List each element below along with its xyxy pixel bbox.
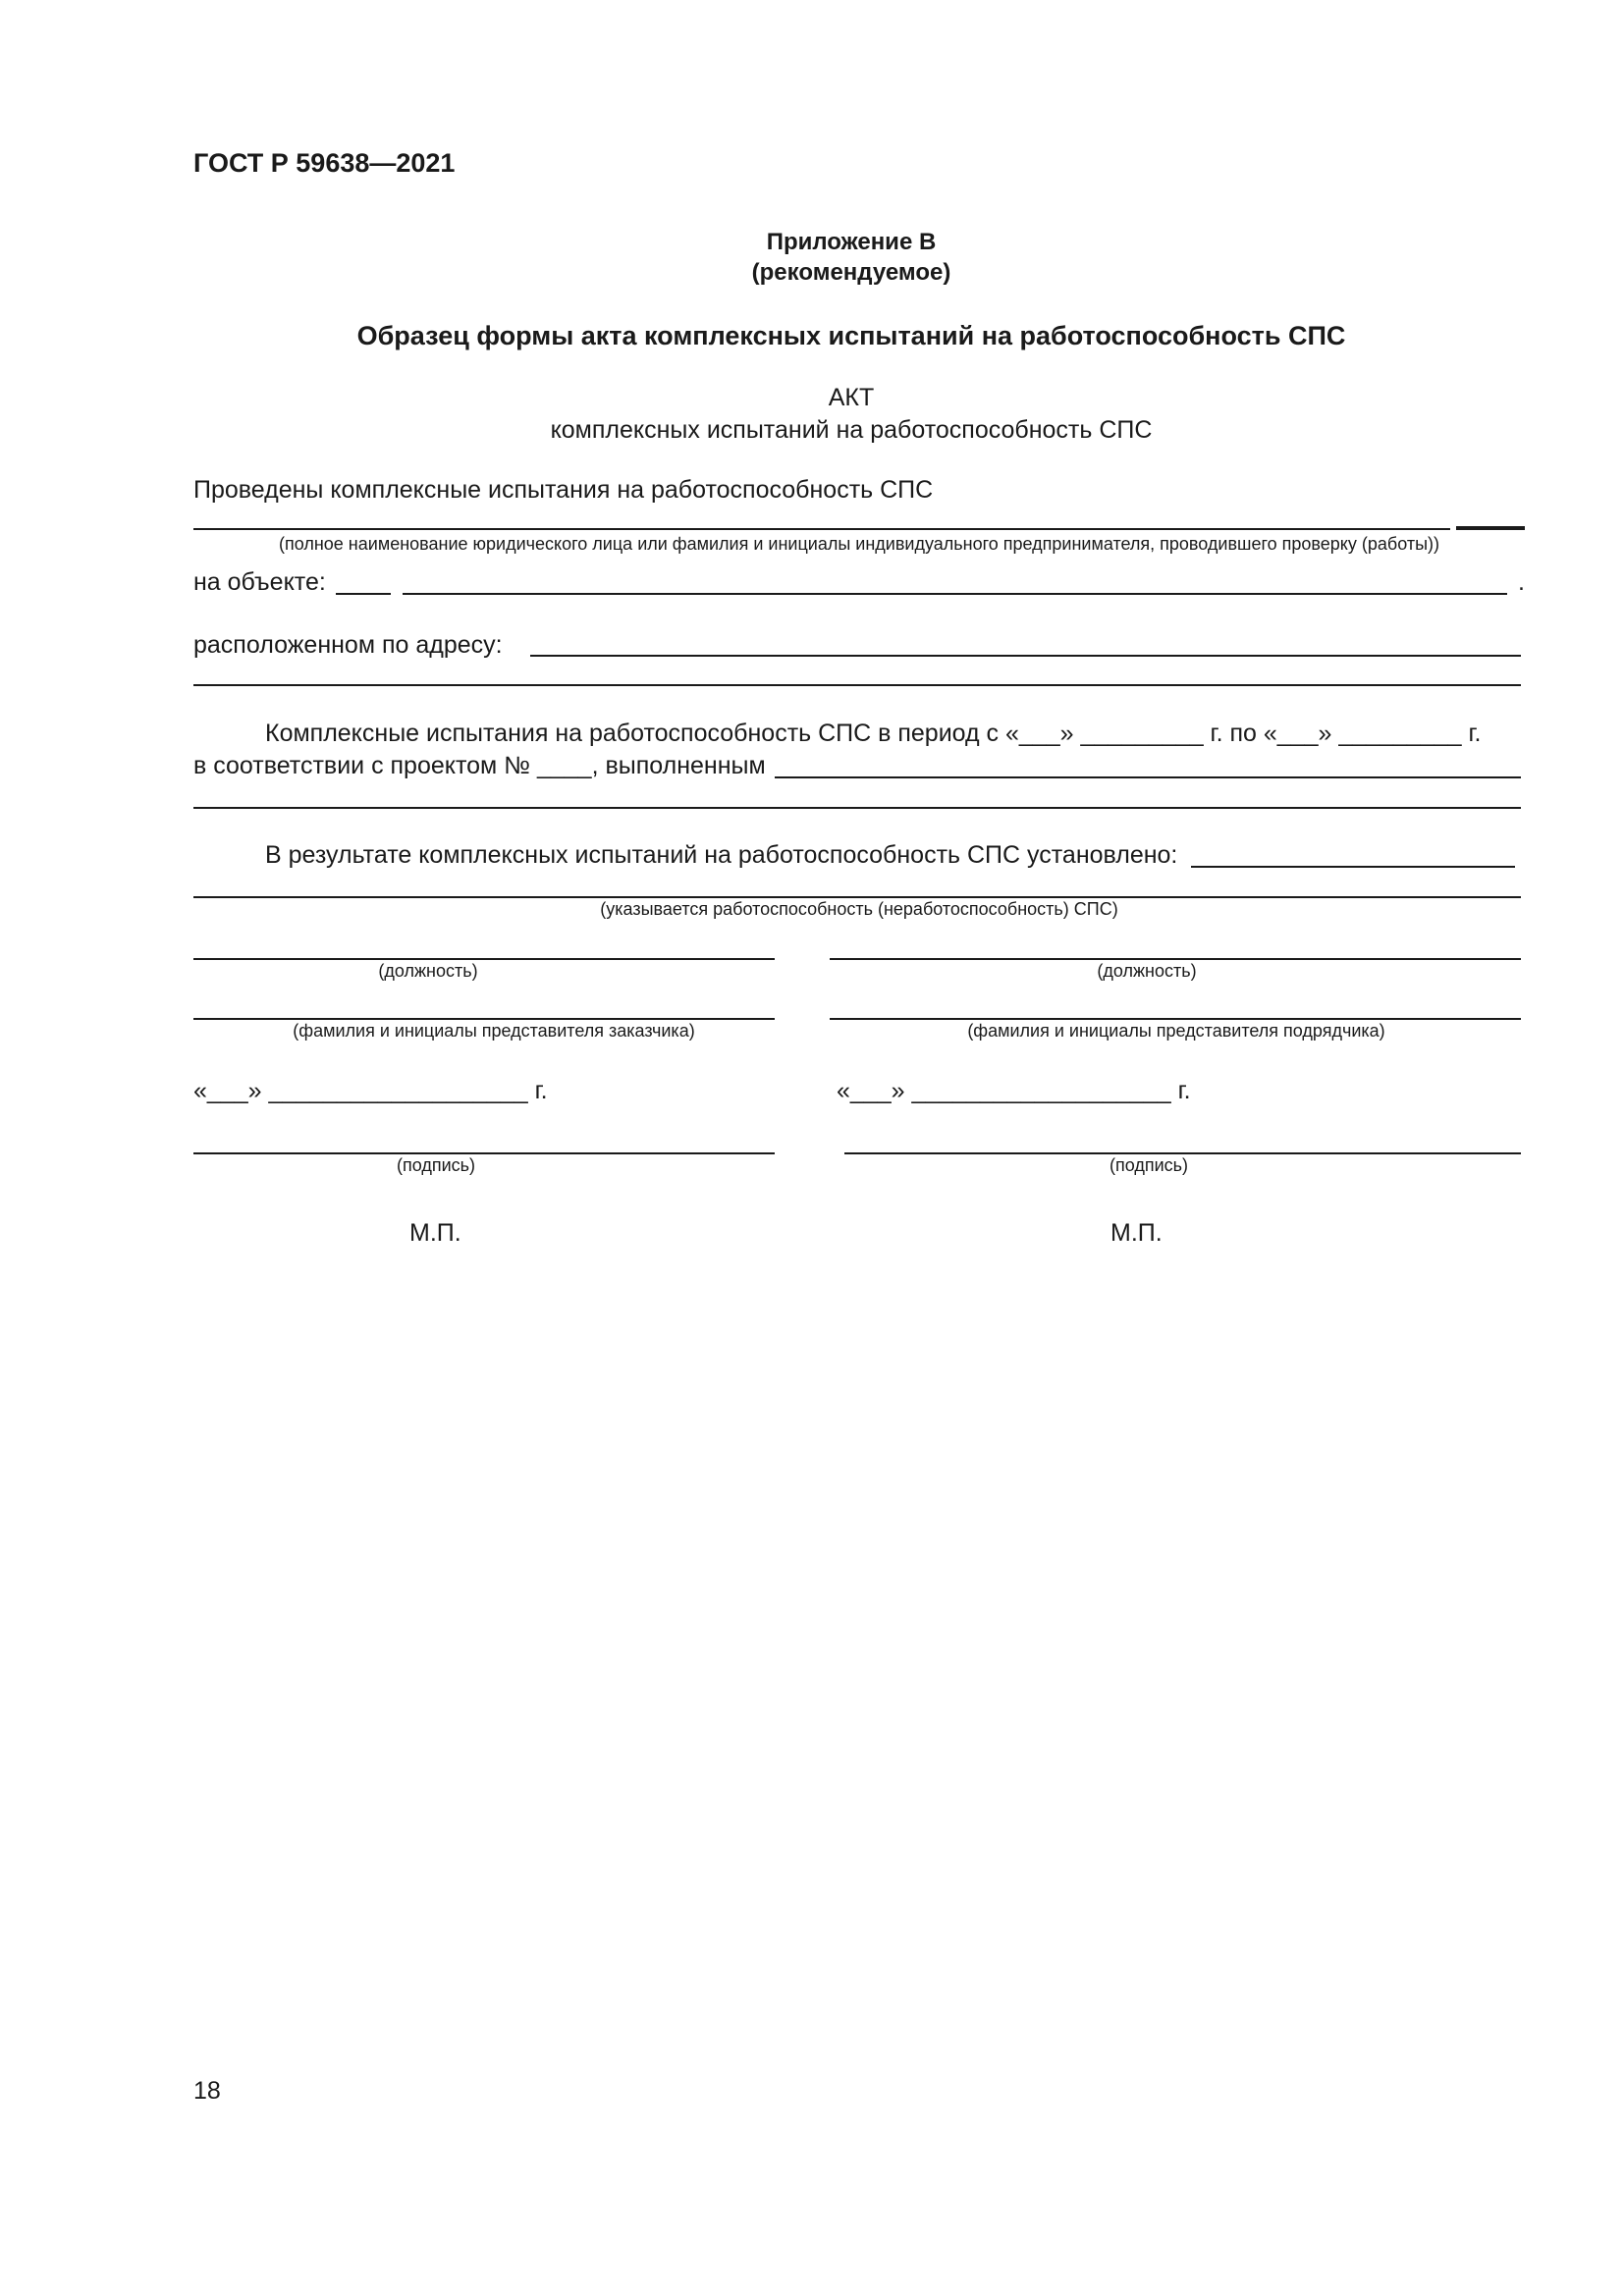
project-text: в соответствии с проектом № ____, выполненным bbox=[193, 752, 766, 779]
right-signature-line bbox=[844, 1152, 1521, 1154]
result-text: В результате комплексных испытаний на работоспособность СПС установлено: bbox=[265, 841, 1178, 869]
result-caption: (указывается работоспособность (неработоспособность) СПС) bbox=[600, 899, 1118, 919]
appendix-status: (рекомендуемое) bbox=[751, 259, 951, 286]
result-field-line bbox=[1191, 866, 1515, 868]
left-name-caption: (фамилия и инициалы представителя заказчика) bbox=[293, 1021, 695, 1041]
right-name-caption: (фамилия и инициалы представителя подрядчика) bbox=[967, 1021, 1385, 1041]
right-position-line bbox=[830, 958, 1521, 960]
left-position-line bbox=[193, 958, 775, 960]
act-subtitle: комплексных испытаний на работоспособность СПС bbox=[550, 416, 1153, 444]
left-signature-line bbox=[193, 1152, 775, 1154]
object-label: на объекте: bbox=[193, 568, 326, 596]
object-field-short bbox=[336, 593, 391, 595]
page-number: 18 bbox=[193, 2077, 221, 2105]
entity-field-line bbox=[193, 528, 1450, 530]
right-date: «___» ___________________ г. bbox=[837, 1077, 1191, 1104]
address-label: расположенном по адресу: bbox=[193, 631, 503, 659]
left-signature-caption: (подпись) bbox=[396, 1155, 476, 1175]
address-field-line bbox=[530, 655, 1521, 657]
right-position-caption: (должность) bbox=[1097, 961, 1197, 981]
left-position-caption: (должность) bbox=[378, 961, 478, 981]
right-name-line bbox=[830, 1018, 1521, 1020]
left-name-line bbox=[193, 1018, 775, 1020]
contractor-field-line-2 bbox=[193, 807, 1521, 809]
object-end-dot: . bbox=[1518, 568, 1525, 596]
address-field-line-2 bbox=[193, 684, 1521, 686]
period-text: Комплексные испытания на работоспособность СПС в период с «___» _________ г. по «___» _________ г. bbox=[265, 720, 1482, 747]
result-field-line-2 bbox=[193, 896, 1521, 898]
form-title: Образец формы акта комплексных испытаний на работоспособность СПС bbox=[356, 321, 1346, 350]
contractor-field-line bbox=[775, 776, 1521, 778]
conducted-text: Проведены комплексные испытания на работоспособность СПС bbox=[193, 476, 934, 504]
act-title: АКТ bbox=[828, 384, 875, 411]
object-field-line bbox=[403, 593, 1507, 595]
entity-caption: (полное наименование юридического лица или фамилия и инициалы индивидуального предпринимателя, проводившего проверку (работы)) bbox=[278, 534, 1439, 554]
entity-field-line-end bbox=[1456, 526, 1525, 530]
right-seal-label: М.П. bbox=[1110, 1219, 1163, 1247]
document-standard-number: ГОСТ Р 59638—2021 bbox=[193, 148, 456, 178]
left-date: «___» ___________________ г. bbox=[193, 1077, 548, 1104]
appendix-title: Приложение В bbox=[766, 229, 937, 255]
left-seal-label: М.П. bbox=[409, 1219, 461, 1247]
right-signature-caption: (подпись) bbox=[1109, 1155, 1189, 1175]
